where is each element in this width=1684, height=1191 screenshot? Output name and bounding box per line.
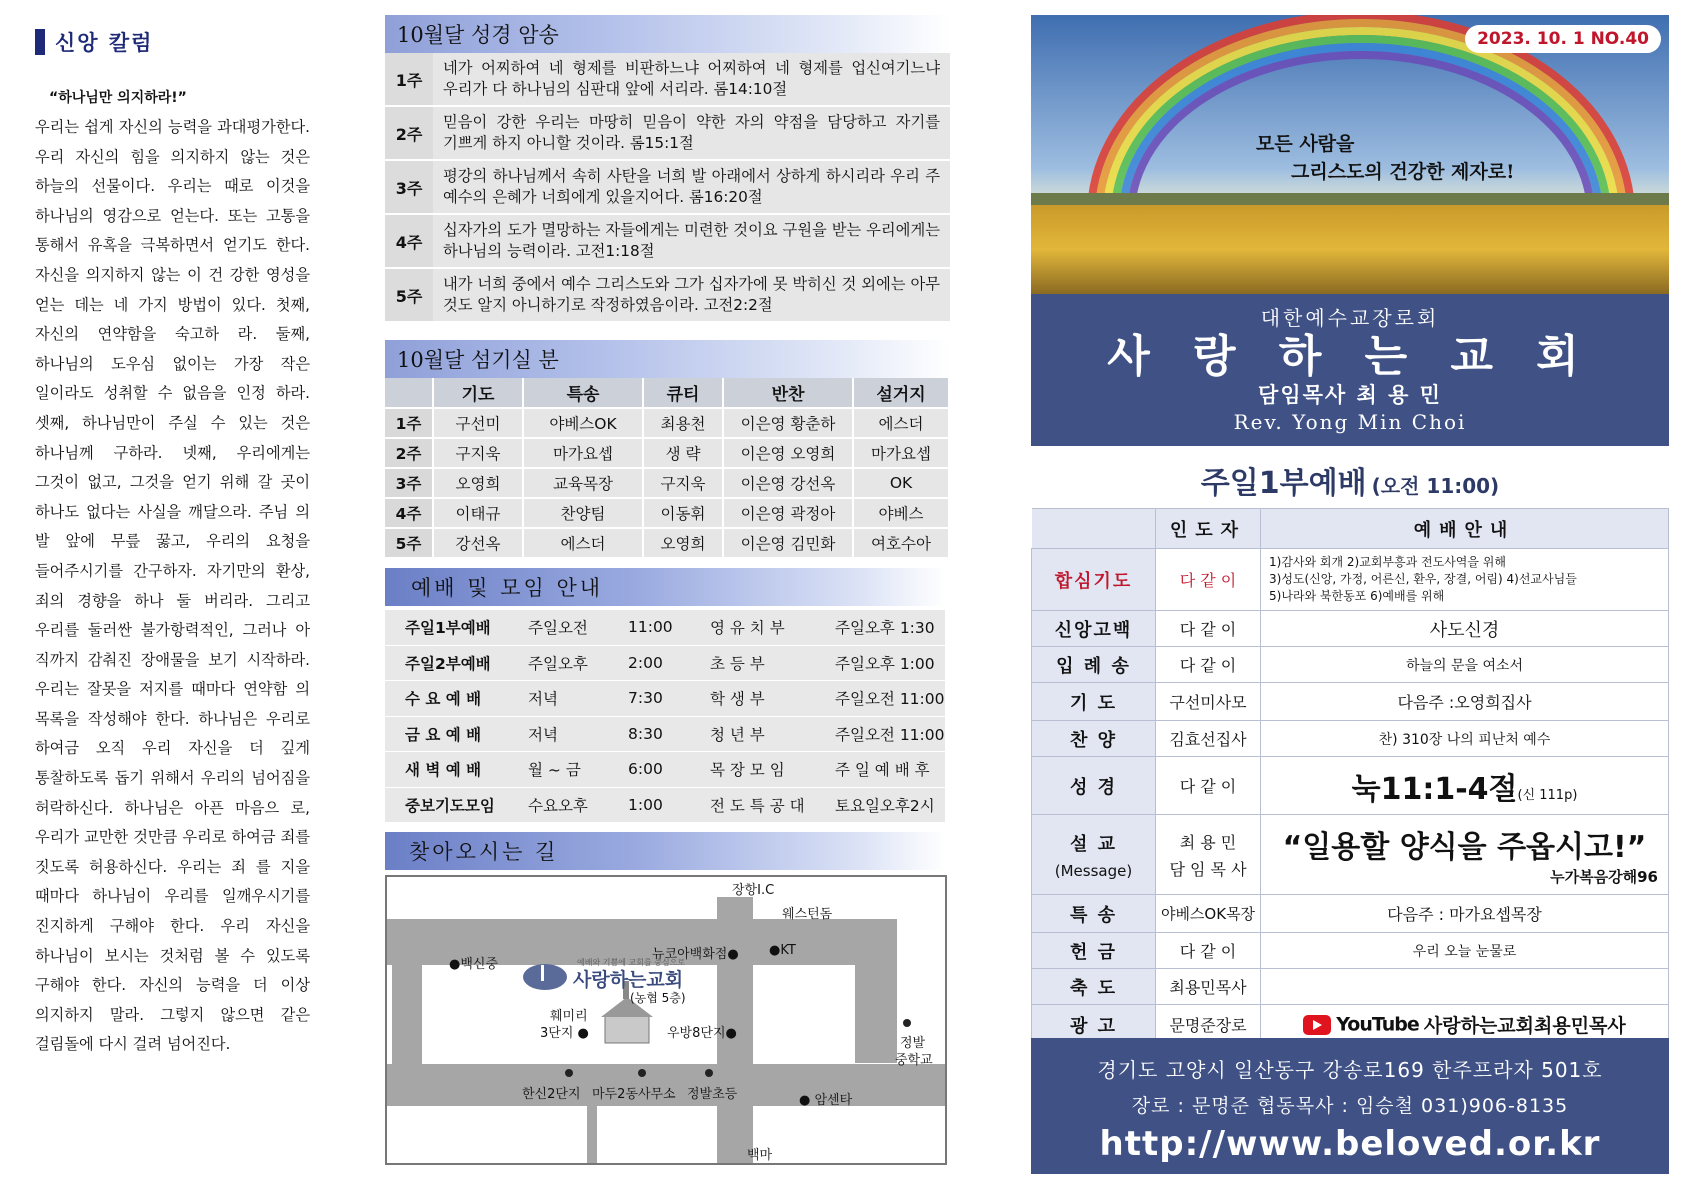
treeline <box>1031 193 1669 207</box>
table-cell: 이은영 김민화 <box>723 528 853 558</box>
verse-row <box>385 107 950 161</box>
map-heading <box>385 832 945 870</box>
order-row <box>1032 549 1669 611</box>
table-cell: 이동휘 <box>643 498 723 528</box>
meeting-time: 11:00 <box>628 618 673 637</box>
road-stub <box>587 1106 597 1163</box>
verse-text: 믿음이 강한 우리는 마땅히 믿음이 약한 자의 약점을 담당하고 자기를 기쁘게 하지 아니할 것이라. 롬15:1절 <box>433 107 950 159</box>
map-label: 우방8단지● <box>667 1026 737 1041</box>
map-label: 중학교 <box>895 1053 933 1068</box>
dept-name: 청 년 부 <box>710 725 765 744</box>
meeting-day: 저녁 <box>528 690 558 709</box>
map-label: 정발초등 <box>687 1087 738 1102</box>
meeting-name: 새 벽 예 배 <box>405 761 482 780</box>
order-leader <box>1156 815 1261 895</box>
order-label: 특 송 <box>1032 895 1156 933</box>
table-cell: 이은영 강선옥 <box>723 468 853 498</box>
map-roads <box>387 897 945 1163</box>
worship-title <box>1031 458 1669 508</box>
order-guide <box>1261 969 1669 1005</box>
meeting-day: 주일오전 <box>528 619 588 638</box>
order-leader: 다 같 이 <box>1156 611 1261 647</box>
table-cell: 강선옥 <box>433 528 523 558</box>
table-cell: 4주 <box>385 498 433 528</box>
sermon-series: 누가복음강해96 <box>1550 868 1658 886</box>
map-dot <box>903 1019 911 1027</box>
map-drawing <box>387 877 945 1163</box>
verse-text: 내가 너희 중에서 예수 그리스도와 그가 십자가에 못 박히신 것 외에는 아무 것도 알지 아니하기로 작정하였음이라. 고전2:2절 <box>433 269 950 321</box>
order-row <box>1032 611 1669 647</box>
meetings-section <box>385 568 945 823</box>
meeting-row <box>385 717 945 753</box>
table-cell: 이은영 곽정아 <box>723 498 853 528</box>
title-bar-marker <box>35 29 45 55</box>
map-label: 한신2단지 <box>522 1087 581 1102</box>
verse-week: 3주 <box>395 178 423 198</box>
preacher-name: 최 용 민 <box>1179 832 1237 852</box>
map-label: 뉴코아백화점● <box>652 947 739 962</box>
col-header: 반찬 <box>723 378 853 408</box>
order-row <box>1032 683 1669 721</box>
dept-time: 주일오전 11:00 <box>835 725 945 744</box>
table-cell: 이은영 오영희 <box>723 438 853 468</box>
issue-date-badge: 2023. 10. 1 NO.40 <box>1465 25 1661 53</box>
verse-text: 십자가의 도가 멸망하는 자들에게는 미련한 것이요 구원을 받는 우리에게는 하나님의 능력이라. 고전1:18절 <box>433 215 950 267</box>
order-guide: 다음주 : 마가요셉목장 <box>1261 895 1669 933</box>
order-guide: 사도신경 <box>1261 611 1669 647</box>
map-heading-text: 찾아오시는 길 <box>409 840 559 864</box>
map-label: ● 암센타 <box>799 1093 853 1108</box>
order-guide: 찬) 310장 나의 피난처 예수 <box>1261 721 1669 757</box>
verse-text: 네가 어찌하여 네 형제를 비판하느냐 어찌하여 네 형제를 업신여기느냐 우리가 다 하나님의 심판대 앞에 서리라. 롬14:10절 <box>433 53 950 105</box>
col-header-empty <box>1032 509 1156 549</box>
column-title <box>35 22 310 62</box>
dept-time: 주 일 예 배 후 <box>835 761 930 780</box>
order-guide: 다음주 :오영희집사 <box>1261 683 1669 721</box>
order-leader: 문명준장로 <box>1156 1005 1261 1045</box>
verse-row <box>385 269 950 323</box>
map-label: 웨스턴돔 <box>782 907 833 922</box>
table-row <box>385 408 949 438</box>
map-label: 3단지 ● <box>540 1026 589 1041</box>
col-header: 설거지 <box>853 378 949 408</box>
sermon-label: 설 교 <box>1069 833 1118 855</box>
table-cell: 교육목장 <box>523 468 643 498</box>
map-label: 훼미리 <box>550 1009 588 1024</box>
order-row <box>1032 895 1669 933</box>
order-label <box>1032 815 1156 895</box>
servants-table <box>385 378 950 559</box>
logo-mark <box>523 964 567 990</box>
table-cell: 마가요셉 <box>523 438 643 468</box>
verse-text: 평강의 하나님께서 속히 사탄을 너희 발 아래에서 상하게 하시리라 우리 주 예수의 은혜가 너희에게 있을지어다. 롬16:20절 <box>433 161 950 213</box>
col-header-leader: 인도자 <box>1156 509 1261 549</box>
church-logo <box>523 964 567 990</box>
order-leader: 다 같 이 <box>1156 647 1261 683</box>
verse-row <box>385 215 950 269</box>
table-cell: 에스더 <box>523 528 643 558</box>
preacher-title: 담 임 목 사 <box>1169 859 1247 879</box>
map-label: 마두2동사무소 <box>592 1087 676 1102</box>
faith-column <box>35 22 310 1162</box>
col-header: 특송 <box>523 378 643 408</box>
worship-time: (오전 11:00) <box>1371 474 1500 498</box>
table-row <box>385 498 949 528</box>
dept-time: 주일오전 11:00 <box>835 690 945 709</box>
dept-name: 전 도 특 공 대 <box>710 796 805 815</box>
map-label: 예배와 기쁨에 교회를 중심으로 <box>577 958 686 967</box>
dept-name: 목 장 모 임 <box>710 761 785 780</box>
column-body: 우리는 쉽게 자신의 능력을 과대평가한다. 우리 자신의 힘을 의지하지 않는 것은 하늘의 선물이다. 우리는 때로 이것을 하나님의 영감으로 얻는다. 또는 고통을 통해서 유혹을 극복하면서 얻기도 한다. 자신을 의지하지 않는 이 건 강한 영성을 얻는 데는 네 가지 방법이 있다. 첫째, 자신의 연약함을 숙고하 라. 둘째, 하나님의 도우심 없이는 가장 작은 일이라도 성취할 수 없음을 인정 하라. 셋째, 하나님만이 주실 수 있는 것은 하나님께 구하라. 넷째, 우리에게는 그것이 없고, 그것을 얻기 위해 갈 곳이 하나도 없다는 사실을 깨달으라. 주님 의 발 앞에 무릎 꿇고, 우리의 요청을 들어주시기를 간구하자. 자기만의 환상, 죄의 경향을 하나 둘 버리라. 그리고 우리를 둘러싼 불가항력적인, 그러나 아 직까지 감춰진 장애물을 보기 시작하라. 우리는 잘못을 저지를 때마다 연약함 의 목록을 작성해야 한다. 하나님은 우리로 하여금 오직 우리 자신을 더 깊게 통찰하도록 돕기 위해서 우리의 넘어짐을 허락하신다. 하나님은 아픈 마음으 로, 우리가 교만한 것만큼 우리로 하여금 죄를 짓도록 허용하신다. 우리는 죄 를 지을 때마다 하나님이 우리를 일깨우시기를 진지하게 구해야 한다. 우리 자신을 하나님이 보시는 것처럼 볼 수 있도록 구해야 한다. 자신의 능력을 더 이상 의지하지 말라. 그렇지 않으면 같은 걸림돌에 다시 걸려 넘어진다. <box>35 118 310 1054</box>
sermon-title: “일용할 양식을 주옵시고!” <box>1282 830 1647 865</box>
memory-verses-section <box>385 15 950 323</box>
map-label: 정발 <box>900 1036 926 1051</box>
order-row <box>1032 969 1669 1005</box>
map-label: ●KT <box>769 943 796 958</box>
meeting-row <box>385 646 945 682</box>
meeting-name: 금 요 예 배 <box>405 725 482 744</box>
order-guide: 하늘의 문을 여소서 <box>1261 647 1669 683</box>
col-header <box>385 378 433 408</box>
meeting-day: 주일오후 <box>528 654 588 673</box>
order-label: 헌 금 <box>1032 933 1156 969</box>
order-row <box>1032 647 1669 683</box>
order-label: 축 도 <box>1032 969 1156 1005</box>
dept-time: 토요일오후2시 <box>835 796 935 815</box>
table-cell: 구지욱 <box>643 468 723 498</box>
map-label: ●백신중 <box>449 957 499 972</box>
verse-week: 1주 <box>395 70 423 90</box>
table-cell: 오영희 <box>433 468 523 498</box>
order-guide: 우리 오늘 눈물로 <box>1261 933 1669 969</box>
meeting-time: 2:00 <box>628 653 663 672</box>
worship-name: 주일1부예배 <box>1200 466 1367 501</box>
order-label: 기 도 <box>1032 683 1156 721</box>
verse-row <box>385 53 950 107</box>
meeting-row <box>385 681 945 717</box>
order-label: 찬 양 <box>1032 721 1156 757</box>
column-title-text: 신앙 칼럼 <box>55 31 154 55</box>
order-label: 성 경 <box>1032 757 1156 815</box>
map-dot <box>705 1069 713 1077</box>
meeting-time: 7:30 <box>628 689 663 708</box>
map-label: 장항I.C <box>732 883 775 898</box>
sermon-label-en: (Message) <box>1054 861 1133 880</box>
map-church-logo-text: 사랑하는교회 <box>573 969 684 991</box>
servants-header-row <box>385 378 949 408</box>
scripture-reference: 눅11:1-4절 <box>1351 771 1518 807</box>
verse-row <box>385 161 950 215</box>
pastor-english-name: Rev. Yong Min Choi <box>1233 410 1467 434</box>
col-header: 큐티 <box>643 378 723 408</box>
rainbow-cover-image <box>1031 15 1669 294</box>
youtube-icon <box>1303 1015 1331 1035</box>
table-cell: 5주 <box>385 528 433 558</box>
servants-section <box>385 340 950 559</box>
table-cell: 찬양팀 <box>523 498 643 528</box>
slogan-line-2: 그리스도의 건강한 제자로! <box>1291 161 1515 183</box>
order-label: 신앙고백 <box>1032 611 1156 647</box>
table-row <box>385 468 949 498</box>
meeting-day: 월 ~ 금 <box>528 761 581 780</box>
dept-time: 주일오후 1:30 <box>835 619 935 638</box>
table-row <box>385 528 949 558</box>
column-subtitle: “하나님만 의지하라!” <box>49 90 187 106</box>
table-cell: OK <box>853 468 949 498</box>
verse-week: 5주 <box>395 286 423 306</box>
youtube-wordmark: YouTube <box>1336 1013 1419 1036</box>
meeting-name: 중보기도모임 <box>405 796 495 815</box>
dept-time: 주일오후 1:00 <box>835 654 935 673</box>
table-row <box>385 438 949 468</box>
wheat-field <box>1031 205 1669 294</box>
meeting-day: 저녁 <box>528 725 558 744</box>
order-row <box>1032 815 1669 895</box>
table-cell: 이은영 황춘하 <box>723 408 853 438</box>
logo-cross <box>541 965 544 981</box>
meeting-name: 수 요 예 배 <box>405 690 482 709</box>
table-cell: 여호수아 <box>853 528 949 558</box>
order-guide <box>1261 815 1669 895</box>
table-cell: 야베스OK <box>523 408 643 438</box>
order-row <box>1032 757 1669 815</box>
dept-name: 영 유 치 부 <box>710 619 785 638</box>
table-cell: 이태규 <box>433 498 523 528</box>
chapel-body <box>605 1015 649 1043</box>
church-name: 사 랑 하 는 교 회 <box>1107 331 1593 382</box>
church-website-link[interactable]: http://www.beloved.or.kr <box>1099 1124 1601 1164</box>
slogan-line-1: 모든 사람을 <box>1256 133 1355 155</box>
order-leader: 김효선집사 <box>1156 721 1261 757</box>
map-label: (농협 5층) <box>630 991 686 1005</box>
meeting-time: 6:00 <box>628 760 663 779</box>
verse-week: 2주 <box>395 124 423 144</box>
meeting-row <box>385 752 945 788</box>
church-footer <box>1031 1038 1669 1174</box>
table-cell: 에스더 <box>853 408 949 438</box>
church-contact: 장로 : 문명준 협동목사 : 임승철 031)906-8135 <box>1131 1095 1569 1117</box>
map-label: 백마 <box>747 1148 773 1163</box>
order-label: 합심기도 <box>1032 549 1156 611</box>
directions-map <box>385 875 947 1165</box>
col-header: 기도 <box>433 378 523 408</box>
order-label: 입 례 송 <box>1032 647 1156 683</box>
worship-order-table <box>1031 508 1669 1045</box>
servants-heading: 10월달 섬기실 분 <box>385 340 950 378</box>
senior-pastor: 담임목사 최 용 민 <box>1258 383 1442 407</box>
denomination: 대한예수교장로회 <box>1260 306 1440 330</box>
meeting-day: 수요오후 <box>528 796 588 815</box>
table-cell: 구선미 <box>433 408 523 438</box>
meetings-heading <box>385 568 945 606</box>
meeting-name: 주일2부예배 <box>405 654 491 673</box>
table-cell: 오영희 <box>643 528 723 558</box>
road-east <box>855 919 897 1063</box>
col-header-guide: 예배안내 <box>1261 509 1669 549</box>
church-address: 경기도 고양시 일산동구 강송로169 한주프라자 501호 <box>1097 1058 1603 1082</box>
worship-order <box>1031 508 1669 1045</box>
youtube-channel-name[interactable]: 사랑하는교회최용민목사 <box>1423 1015 1626 1037</box>
meeting-name: 주일1부예배 <box>405 619 491 638</box>
verses-heading: 10월달 성경 암송 <box>385 15 950 53</box>
order-leader: 구선미사모 <box>1156 683 1261 721</box>
road-west <box>392 965 422 1064</box>
order-leader: 다 같 이 <box>1156 933 1261 969</box>
meeting-time: 1:00 <box>628 795 663 814</box>
table-cell: 생 략 <box>643 438 723 468</box>
table-cell: 3주 <box>385 468 433 498</box>
order-row <box>1032 721 1669 757</box>
scripture-page: (신 111p) <box>1517 787 1578 803</box>
dept-name: 학 생 부 <box>710 690 765 709</box>
church-banner <box>1031 294 1669 446</box>
verse-week: 4주 <box>395 232 423 252</box>
map-section-header <box>385 832 945 870</box>
order-label: 광 고 <box>1032 1005 1156 1045</box>
meeting-row <box>385 788 945 824</box>
map-dot <box>565 1069 573 1077</box>
order-header-row <box>1032 509 1669 549</box>
meetings-heading-text: 예배 및 모임 안내 <box>411 576 604 600</box>
table-cell: 야베스 <box>853 498 949 528</box>
table-cell: 구지욱 <box>433 438 523 468</box>
order-row <box>1032 933 1669 969</box>
map-dot <box>638 1069 646 1077</box>
order-leader: 다 같 이 <box>1156 757 1261 815</box>
order-guide: 1)감사와 회개 2)교회부흥과 전도사역을 위해 3)성도(신앙, 가정, 어른신, 환우, 장결, 어림) 4)선교사님들 5)나라와 북한동포 6)예배를 위해 <box>1261 549 1669 611</box>
order-guide <box>1261 757 1669 815</box>
dept-name: 초 등 부 <box>710 654 765 673</box>
order-leader: 야베스OK목장 <box>1156 895 1261 933</box>
meeting-time: 8:30 <box>628 724 663 743</box>
meeting-row <box>385 610 945 646</box>
order-leader: 다 같 이 <box>1156 549 1261 611</box>
table-cell: 마가요셉 <box>853 438 949 468</box>
table-cell: 최용천 <box>643 408 723 438</box>
table-cell: 1주 <box>385 408 433 438</box>
table-cell: 2주 <box>385 438 433 468</box>
order-leader: 최용민목사 <box>1156 969 1261 1005</box>
